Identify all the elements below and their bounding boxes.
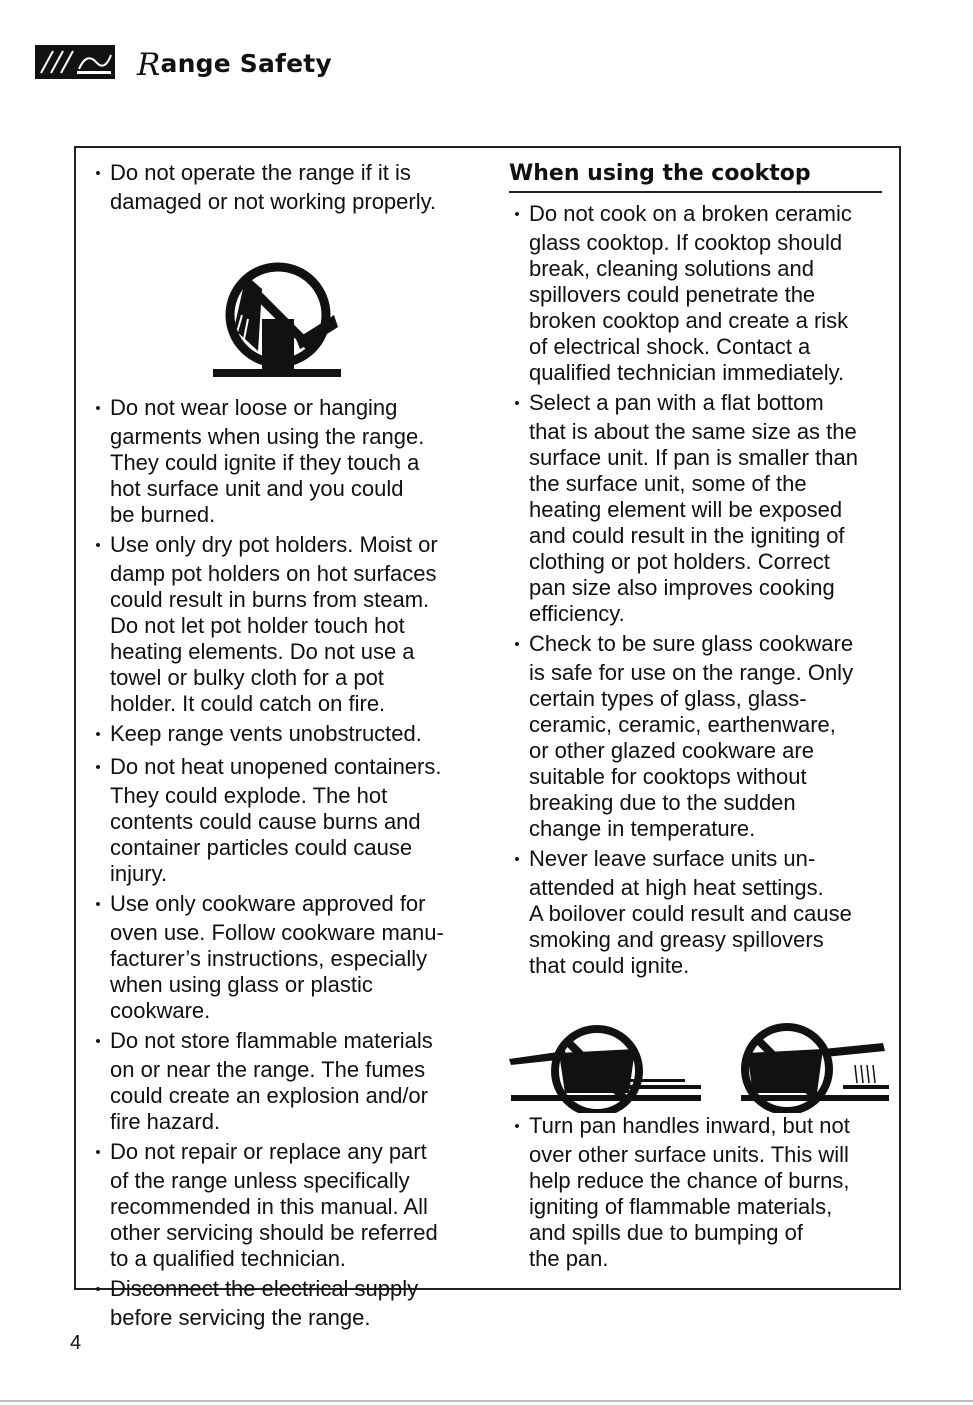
list-item: • Use only dry pot holders. Moist or damp pot holders on hot surfaces could result in burns from steam. Do not let pot holder touch hot heating elements. Do not use a towel or bulky cloth for a pot holder. It could catch on fire. [95,532,438,716]
list-item: • Do not wear loose or hanging garments when using the range. They could ignite if they touch a hot surface unit and you could be burned. [95,395,425,527]
page-header [35,42,332,82]
list-item: • Do not repair or replace any part of the range unless specifically recommended in this manual. All other servicing should be referred to a qualified technician. [95,1139,438,1271]
list-item: • Disconnect the electrical supply before servicing the range. [95,1276,419,1330]
list-item: • Turn pan handles inward, but not over other surface units. This will help reduce the chance of burns, igniting of flammable materials, and spills due to bumping of the pan. [514,1113,850,1271]
brand-logo-icon [35,45,115,79]
page-title: Range Safety [137,47,332,83]
right-column [505,160,897,1276]
list-item: • Check to be sure glass cookware is safe for use on the range. Only certain types of glass, glass- ceramic, ceramic, earthenware, or other glazed cookware are suitable for cooktops without breaking due to the sudden change in temperature. [514,631,854,841]
list-item: • Select a pan with a flat bottom that is about the same size as the surface unit. If pan is smaller than the surface unit, some of the heating element will be exposed and could result in the igniting of clothing or pot holders. Correct pan size also improves cooking efficiency. [514,390,858,626]
list-item: • Do not heat unopened containers. They could explode. The hot contents could cause burns and container particles could cause injury. [95,754,442,886]
list-item: • Keep range vents unobstructed. [95,721,422,746]
section-heading: When using the cooktop [509,160,882,193]
list-item: • Do not store flammable materials on or near the range. The fumes could create an explosion and/or fire hazard. [95,1028,433,1134]
no-pan-handles-outward-icon [505,983,897,1113]
safety-panel [74,146,901,1330]
bottom-rule [0,1400,973,1402]
page-number: 4 [70,1332,82,1354]
no-flammable-clothing-icon [86,219,486,395]
list-item: • Never leave surface units un- attended at high heat settings. A boilover could result and cause smoking and greasy spillovers that could ignite. [514,846,852,978]
left-column [86,160,486,1335]
list-item: • Do not operate the range if it is damaged or not working properly. [95,160,437,214]
list-item: • Do not cook on a broken ceramic glass cooktop. If cooktop should break, cleaning solutions and spillovers could penetrate the broken cooktop and create a risk of electrical shock. Contact a qualified technician immediately. [514,201,852,385]
list-item: • Use only cookware approved for oven use. Follow cookware manu- facturer’s instructions, especially when using glass or plastic cookware. [95,891,444,1023]
